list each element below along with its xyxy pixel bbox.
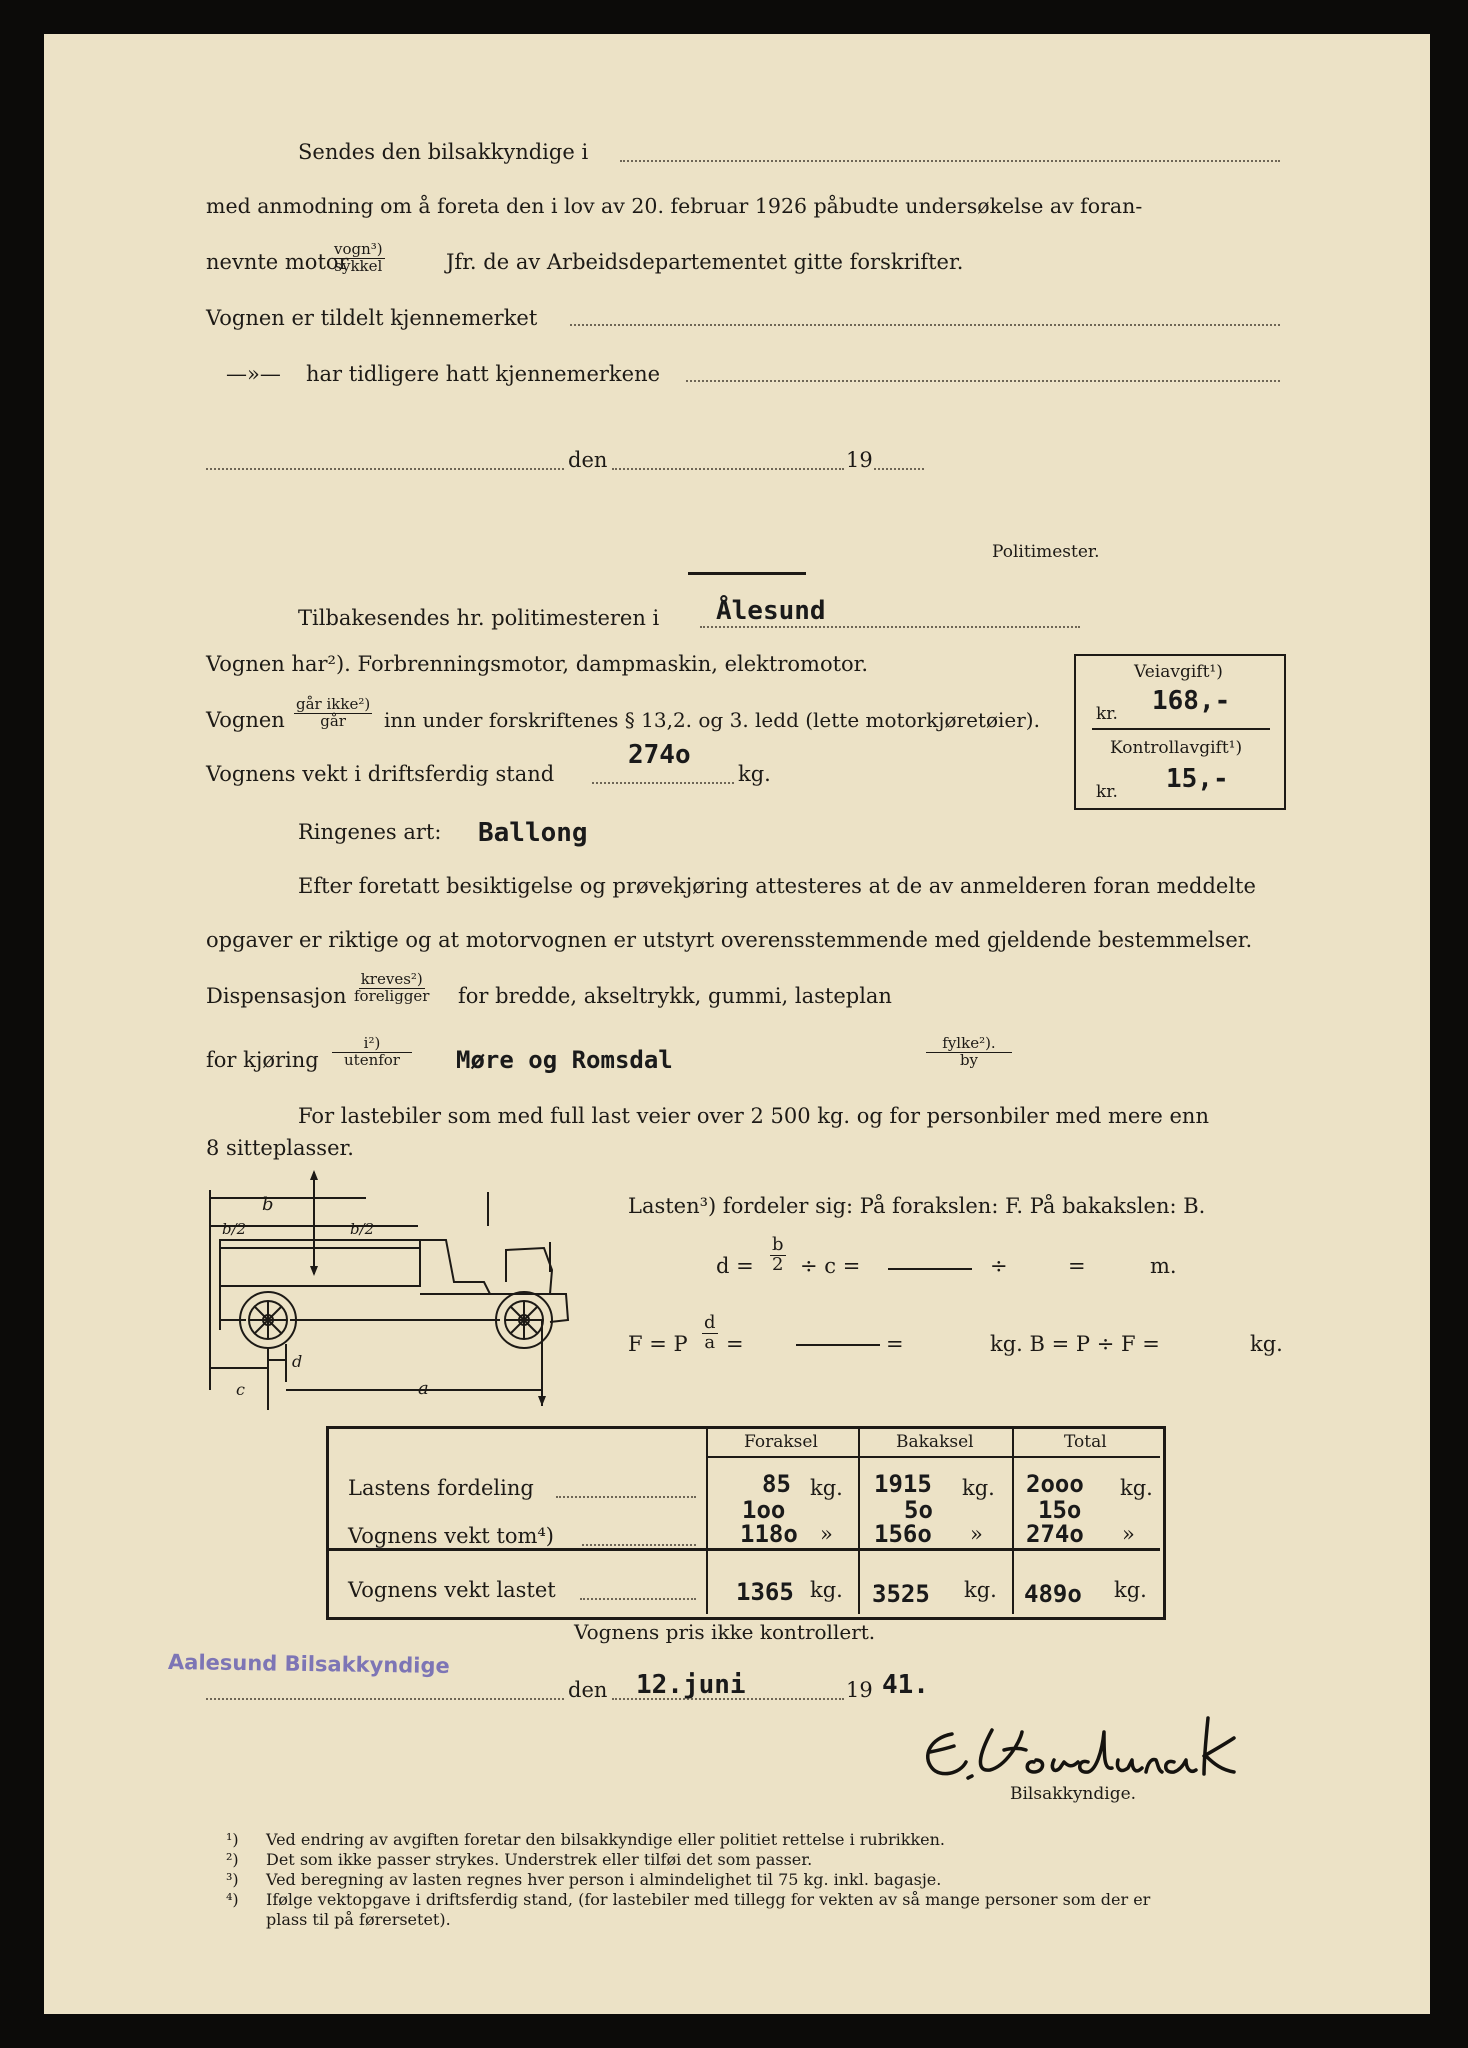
- formula2-kg-b: kg. B = P ÷ F =: [990, 1332, 1160, 1356]
- row-lastens-foraksel: 85: [762, 1470, 791, 1498]
- price-note: Vognens pris ikke kontrollert.: [574, 1620, 876, 1644]
- foreligger-option: foreligger: [354, 986, 430, 1005]
- attest-line-1: Efter foretatt besiktigelse og prøvekjøring attesteres at de av anmelderen foran meddelte: [298, 874, 1256, 898]
- kreves-option: kreves²): [360, 970, 423, 988]
- formula2-kg2: kg.: [1250, 1332, 1283, 1356]
- sendes-label: Sendes den bilsakkyndige i: [298, 140, 589, 164]
- kontroll-kr: kr.: [1096, 782, 1118, 802]
- footnote-1-text: Ved endring av avgiften foretar den bilsakkyndige eller politiet rettelse i rubrikken.: [266, 1830, 945, 1849]
- footnote-3-mark: ³): [226, 1870, 239, 1889]
- tidligere-label: har tidligere hatt kjennemerkene: [306, 362, 661, 386]
- region-value: Møre og Romsdal: [456, 1046, 673, 1074]
- kjennemerke-field[interactable]: [570, 324, 1280, 326]
- table-col-divider-3: [1012, 1426, 1014, 1614]
- return-city-value: Ålesund: [716, 596, 826, 626]
- formula1-fraction: [770, 1236, 786, 1275]
- i-utenfor-fraction: [332, 1036, 412, 1069]
- footnote-2-text: Det som ikke passer strykes. Understrek eller tilføi det som passer.: [266, 1850, 813, 1869]
- by-option: by: [959, 1050, 979, 1069]
- jfr-text: Jfr. de av Arbeidsdepartementet gitte forskrifter.: [446, 250, 964, 274]
- row-tom-foraksel: 118o: [740, 1520, 798, 1548]
- ditto-mark: —»—: [226, 362, 281, 386]
- sign-date-value: 12.juni: [636, 1670, 746, 1700]
- row-lastet-foraksel: 1365: [736, 1578, 794, 1606]
- tildelt-label: Vognen er tildelt kjennemerket: [206, 306, 538, 330]
- row-lastens-foraksel-unit: kg.: [810, 1476, 843, 1500]
- dim-b-half-1-label: b/2: [222, 1220, 247, 1238]
- row-lastet-bakaksel-unit: kg.: [964, 1578, 997, 1602]
- row-lastet-total: 489o: [1024, 1580, 1082, 1608]
- formula2-F: F = P: [628, 1332, 688, 1356]
- weight-value: 274o: [628, 740, 691, 770]
- kreves-fraction: [354, 972, 429, 1005]
- gaar-option: går: [320, 711, 346, 730]
- row-addition-bakaksel: 5o: [904, 1496, 933, 1524]
- request-line: med anmodning om å foreta den i lov av 20. februar 1926 påbudte undersøkelse av foran-: [206, 194, 1143, 218]
- forskrift-text: inn under forskriftenes § 13,2. og 3. ledd (lette motorkjøretøier).: [384, 708, 1040, 732]
- formula2-d: d: [704, 1312, 716, 1333]
- dispensasjon-rest: for bredde, akseltrykk, gummi, lasteplan: [458, 984, 892, 1008]
- stamp-aalesund: Aalesund Bilsakkyndige: [167, 1650, 450, 1678]
- vogn-option: vogn³): [334, 240, 383, 258]
- vogn-sykkel-fraction: [332, 242, 385, 275]
- row-lastet-dots: [580, 1598, 696, 1600]
- formula1-d: d =: [716, 1254, 754, 1278]
- row-lastens-dots: [556, 1496, 696, 1498]
- weight-field[interactable]: [592, 782, 734, 784]
- row-lastet-bakaksel: 3525: [872, 1580, 930, 1608]
- footnote-2-mark: ²): [226, 1850, 239, 1869]
- formula1-div: ÷: [990, 1254, 1008, 1278]
- table-header-line: [708, 1456, 1160, 1458]
- gaar-fraction: [294, 697, 372, 730]
- lasten-line: Lasten³) fordeler sig: På forakslen: F. På bakakslen: B.: [628, 1194, 1206, 1218]
- row-tom-total: 274o: [1026, 1520, 1084, 1548]
- politimester-label: Politimester.: [992, 542, 1100, 562]
- table-total-line: [326, 1548, 1160, 1551]
- footnote-1-mark: ¹): [226, 1830, 239, 1849]
- row-tom-bakaksel-unit: »: [970, 1522, 983, 1546]
- kontroll-value: 15,-: [1166, 764, 1229, 794]
- row-addition-total: 15o: [1038, 1496, 1082, 1524]
- footnote-3-text: Ved beregning av lasten regnes hver person i almindelighet til 75 kg. inkl. bagasje.: [266, 1870, 942, 1889]
- row-tom-bakaksel: 156o: [874, 1520, 932, 1548]
- engine-line: Vognen har²). Forbrenningsmotor, dampmaskin, elektromotor.: [206, 652, 869, 676]
- table-col-divider-1: [706, 1426, 708, 1614]
- dim-b-half-2-label: b/2: [350, 1220, 375, 1238]
- place-field[interactable]: [206, 468, 564, 470]
- sendes-field[interactable]: [620, 160, 1280, 162]
- dim-d-label: d: [292, 1352, 303, 1371]
- fylke-option: fylke²).: [926, 1036, 1012, 1053]
- dim-b-label: b: [262, 1194, 274, 1215]
- row-lastens-bakaksel-unit: kg.: [962, 1476, 995, 1500]
- sign-place-field[interactable]: [206, 1698, 564, 1700]
- i-option: i²): [332, 1036, 412, 1053]
- dim-a-label: a: [418, 1378, 429, 1399]
- row-lastet-total-unit: kg.: [1114, 1578, 1147, 1602]
- weight-label: Vognens vekt i driftsferdig stand: [206, 762, 555, 786]
- formula2-fraction: [702, 1314, 718, 1353]
- lastebil-line-1: For lastebiler som med full last veier over 2 500 kg. og for personbiler med mere enn: [298, 1104, 1209, 1128]
- sykkel-option: sykkel: [334, 256, 383, 275]
- tidligere-field[interactable]: [686, 380, 1280, 382]
- formula2-eq2: =: [886, 1332, 904, 1356]
- dim-c-label: c: [236, 1380, 245, 1399]
- year-field[interactable]: [874, 468, 924, 470]
- row-lastens-label: Lastens fordeling: [348, 1476, 534, 1500]
- vognen-label: Vognen: [206, 708, 285, 732]
- formula1-blank: [888, 1268, 972, 1270]
- header-total: Total: [1064, 1432, 1107, 1452]
- header-foraksel: Foraksel: [744, 1432, 818, 1452]
- return-label: Tilbakesendes hr. politimesteren i: [298, 606, 660, 630]
- kontroll-label: Kontrollavgift¹): [1110, 738, 1243, 758]
- return-city-field[interactable]: [700, 626, 1080, 628]
- lastebil-line-2: 8 sitteplasser.: [206, 1136, 354, 1160]
- formula1-2: 2: [772, 1253, 784, 1275]
- gaar-ikke-option: går ikke²): [296, 695, 371, 713]
- footnote-4-cont: plass til på førersetet).: [266, 1910, 451, 1929]
- row-lastens-bakaksel: 1915: [874, 1470, 932, 1498]
- utenfor-option: utenfor: [344, 1050, 400, 1069]
- formula1-m: m.: [1150, 1254, 1177, 1278]
- nevnte-motor-label: nevnte motor: [206, 250, 349, 274]
- veiavgift-value: 168,-: [1152, 686, 1231, 716]
- section-divider: [688, 572, 806, 575]
- attest-line-2: opgaver er riktige og at motorvognen er utstyrt overensstemmende med gjeldende bestemmelser.: [206, 928, 1253, 952]
- formula1-eq: =: [1068, 1254, 1086, 1278]
- header-bakaksel: Bakaksel: [896, 1432, 974, 1452]
- table-col-divider-2: [858, 1426, 860, 1614]
- sign-year-value: 41.: [882, 1670, 929, 1700]
- row-tom-dots: [582, 1544, 696, 1546]
- year-prefix: 19: [846, 448, 873, 472]
- row-tom-foraksel-unit: »: [820, 1522, 833, 1546]
- sign-den-label: den: [568, 1678, 608, 1702]
- kjoring-label: for kjøring: [206, 1048, 319, 1072]
- veiavgift-label: Veiavgift¹): [1134, 662, 1223, 682]
- date-field[interactable]: [612, 468, 844, 470]
- row-lastet-label: Vognens vekt lastet: [348, 1578, 556, 1602]
- formula1-rest: ÷ c =: [800, 1254, 861, 1278]
- formula2-blank: [796, 1344, 880, 1346]
- footnote-4-mark: ⁴): [226, 1890, 239, 1909]
- row-addition-foraksel: 1oo: [742, 1496, 786, 1524]
- fylke-by-fraction: [926, 1036, 1012, 1069]
- den-label: den: [568, 448, 608, 472]
- fee-divider: [1092, 728, 1270, 730]
- dispensasjon-label: Dispensasjon: [206, 984, 347, 1008]
- tires-label: Ringenes art:: [298, 820, 442, 844]
- sign-year-prefix: 19: [846, 1678, 873, 1702]
- row-lastet-foraksel-unit: kg.: [810, 1578, 843, 1602]
- formula1-b: b: [772, 1234, 784, 1255]
- formula2-a: a: [704, 1331, 716, 1353]
- bilsakkyndige-title: Bilsakkyndige.: [1010, 1784, 1137, 1804]
- formula2-eq: =: [726, 1332, 744, 1356]
- footnote-4-text: Ifølge vektopgave i driftsferdig stand, (for lastebiler med tillegg for vekten av så mange personer som der er: [266, 1890, 1151, 1909]
- row-tom-total-unit: »: [1122, 1522, 1135, 1546]
- tires-value: Ballong: [478, 818, 588, 848]
- veiavgift-kr: kr.: [1096, 704, 1118, 724]
- row-tom-label: Vognens vekt tom⁴): [348, 1524, 554, 1548]
- weight-unit: kg.: [738, 762, 771, 786]
- row-lastens-total: 2ooo: [1026, 1470, 1084, 1498]
- row-lastens-total-unit: kg.: [1120, 1476, 1153, 1500]
